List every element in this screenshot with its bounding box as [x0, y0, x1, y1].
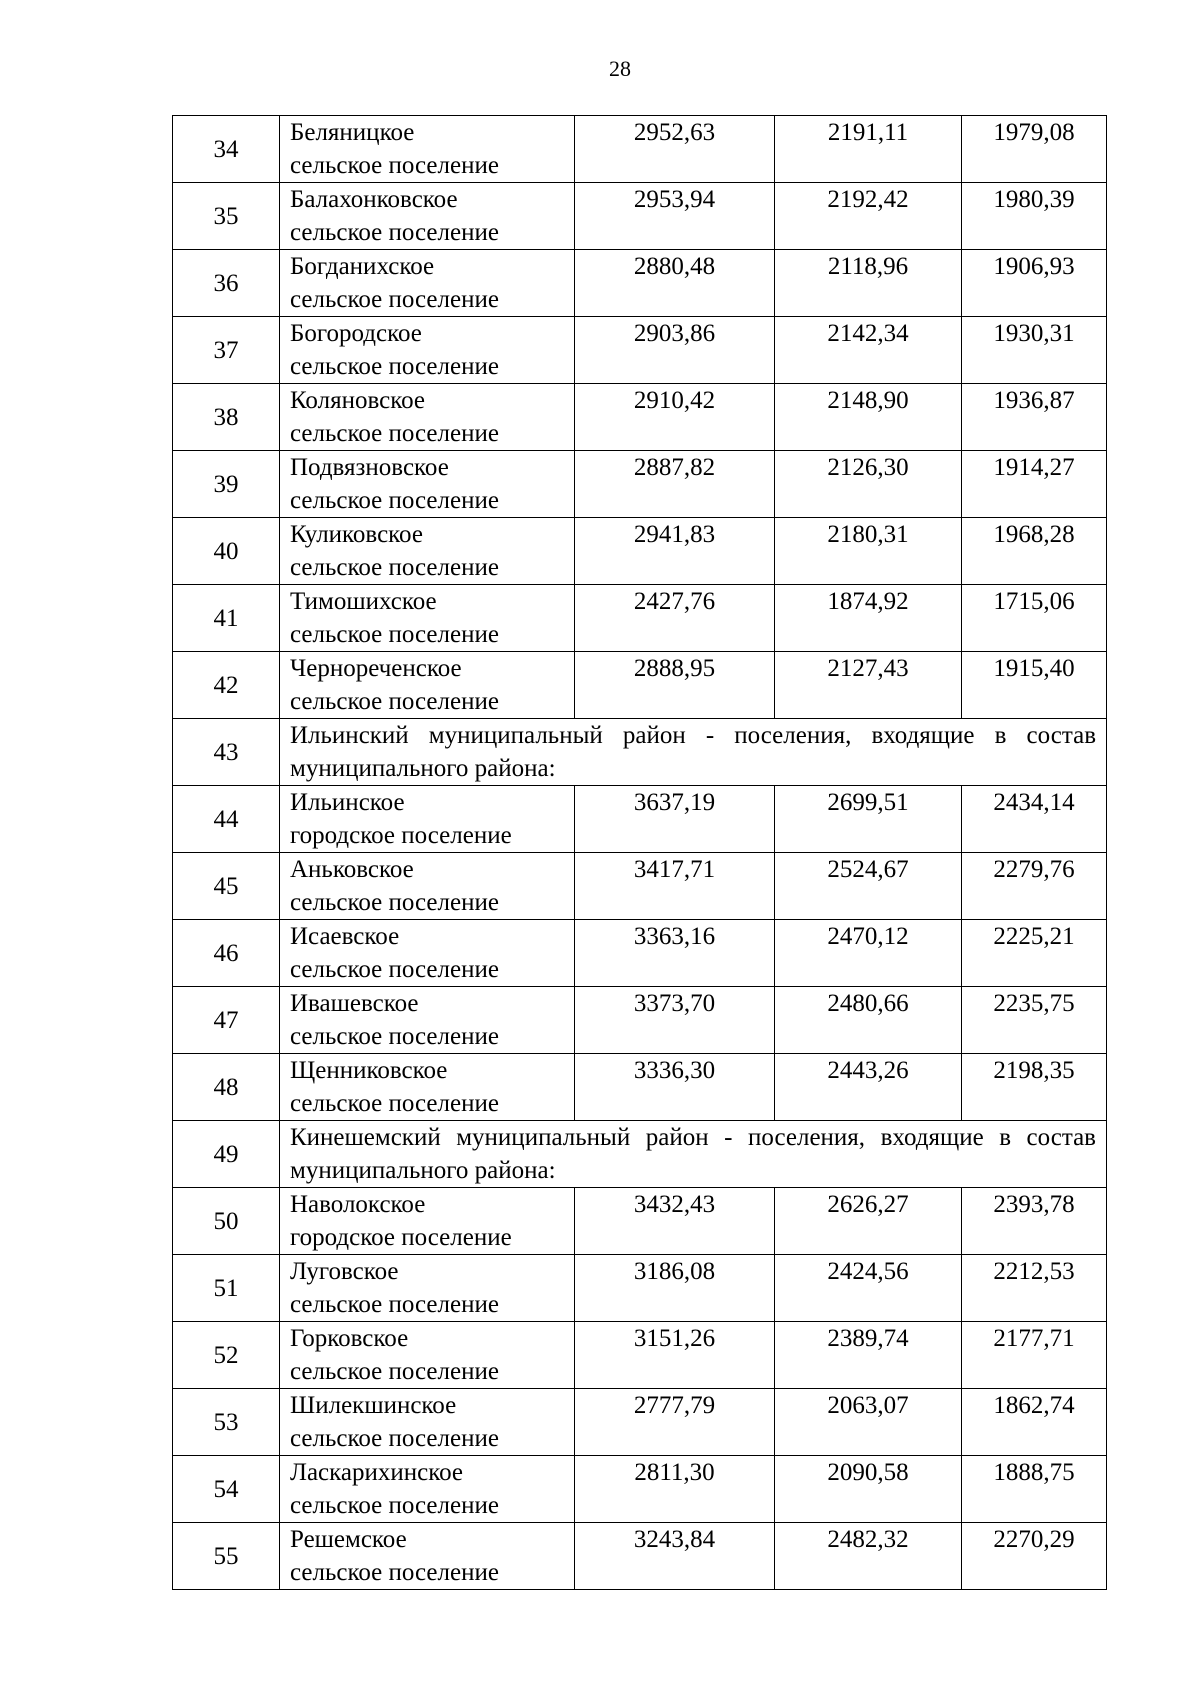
settlement-name-line: Луговское — [290, 1258, 399, 1285]
table-row — [173, 920, 1107, 987]
settlement-name-line: Коляновское — [290, 387, 425, 414]
settlement-type-line: сельское поселение — [290, 621, 499, 648]
row-number: 45 — [173, 853, 280, 920]
value-cell-1: 2888,95 — [575, 652, 775, 719]
row-number: 36 — [173, 250, 280, 317]
value-cell-3: 1862,74 — [962, 1389, 1107, 1456]
settlement-type-line: сельское поселение — [290, 1559, 499, 1586]
value-cell-1: 3151,26 — [575, 1322, 775, 1389]
settlement-type-line: городское поселение — [290, 1224, 512, 1251]
settlement-type-line: сельское поселение — [290, 286, 499, 313]
settlement-name — [280, 1523, 575, 1590]
settlement-name — [280, 652, 575, 719]
settlement-type-line: сельское поселение — [290, 152, 499, 179]
value-cell-2: 2118,96 — [775, 250, 962, 317]
value-cell-1: 2880,48 — [575, 250, 775, 317]
value-cell-1: 2811,30 — [575, 1456, 775, 1523]
table-row — [173, 451, 1107, 518]
value-cell-1: 3363,16 — [575, 920, 775, 987]
value-cell-2: 2389,74 — [775, 1322, 962, 1389]
settlement-type-line: сельское поселение — [290, 353, 499, 380]
settlement-type-line: сельское поселение — [290, 1358, 499, 1385]
value-cell-1: 3417,71 — [575, 853, 775, 920]
value-cell-3: 1915,40 — [962, 652, 1107, 719]
table-row — [173, 518, 1107, 585]
value-cell-2: 2626,27 — [775, 1188, 962, 1255]
row-number: 48 — [173, 1054, 280, 1121]
settlement-name-line: Ильинское — [290, 789, 405, 816]
settlement-name — [280, 1054, 575, 1121]
value-cell-2: 2443,26 — [775, 1054, 962, 1121]
value-cell-1: 2887,82 — [575, 451, 775, 518]
row-number: 49 — [173, 1121, 280, 1188]
settlement-name-line: Решемское — [290, 1526, 407, 1553]
value-cell-1: 2941,83 — [575, 518, 775, 585]
table-row — [173, 987, 1107, 1054]
settlement-name — [280, 116, 575, 183]
value-cell-2: 2192,42 — [775, 183, 962, 250]
row-number: 39 — [173, 451, 280, 518]
value-cell-2: 2191,11 — [775, 116, 962, 183]
value-cell-1: 3373,70 — [575, 987, 775, 1054]
table-row — [173, 116, 1107, 183]
settlement-name — [280, 1188, 575, 1255]
settlement-name-line: Ивашевское — [290, 990, 419, 1017]
settlement-type-line: сельское поселение — [290, 1492, 499, 1519]
table-row — [173, 1054, 1107, 1121]
value-cell-2: 2470,12 — [775, 920, 962, 987]
settlement-name — [280, 384, 575, 451]
settlement-name — [280, 183, 575, 250]
value-cell-3: 1968,28 — [962, 518, 1107, 585]
value-cell-1: 2427,76 — [575, 585, 775, 652]
value-cell-2: 2480,66 — [775, 987, 962, 1054]
row-number: 44 — [173, 786, 280, 853]
table-body — [173, 116, 1107, 1590]
value-cell-2: 1874,92 — [775, 585, 962, 652]
value-cell-2: 2142,34 — [775, 317, 962, 384]
value-cell-1: 2777,79 — [575, 1389, 775, 1456]
settlement-name — [280, 853, 575, 920]
settlement-name — [280, 1389, 575, 1456]
value-cell-2: 2699,51 — [775, 786, 962, 853]
section-heading — [280, 719, 1107, 786]
value-cell-1: 2910,42 — [575, 384, 775, 451]
row-number: 46 — [173, 920, 280, 987]
settlement-name-line: Богданихское — [290, 253, 435, 280]
settlement-name-line: Куликовское — [290, 521, 423, 548]
row-number: 54 — [173, 1456, 280, 1523]
table-row — [173, 183, 1107, 250]
table-row — [173, 1188, 1107, 1255]
settlement-name — [280, 1456, 575, 1523]
table-row — [173, 1255, 1107, 1322]
settlement-name-line: Беляницкое — [290, 119, 415, 146]
value-cell-2: 2180,31 — [775, 518, 962, 585]
settlement-name — [280, 987, 575, 1054]
row-number: 35 — [173, 183, 280, 250]
settlement-name-line: Исаевское — [290, 923, 400, 950]
table-row — [173, 853, 1107, 920]
settlement-type-line: сельское поселение — [290, 1291, 499, 1318]
settlements-table — [172, 115, 1107, 1590]
settlement-name — [280, 518, 575, 585]
value-cell-2: 2126,30 — [775, 451, 962, 518]
settlement-name-line: Тимошихское — [290, 588, 437, 615]
row-number: 50 — [173, 1188, 280, 1255]
value-cell-1: 3243,84 — [575, 1523, 775, 1590]
settlement-type-line: сельское поселение — [290, 554, 499, 581]
settlement-type-line: сельское поселение — [290, 1090, 499, 1117]
settlement-name — [280, 920, 575, 987]
table-row — [173, 1456, 1107, 1523]
value-cell-3: 1888,75 — [962, 1456, 1107, 1523]
settlement-name-line: Балахонковское — [290, 186, 458, 213]
settlement-name-line: Ласкарихинское — [290, 1459, 464, 1486]
table-row — [173, 250, 1107, 317]
value-cell-2: 2090,58 — [775, 1456, 962, 1523]
value-cell-2: 2148,90 — [775, 384, 962, 451]
value-cell-1: 2952,63 — [575, 116, 775, 183]
row-number: 55 — [173, 1523, 280, 1590]
value-cell-3: 2212,53 — [962, 1255, 1107, 1322]
settlement-type-line: сельское поселение — [290, 487, 499, 514]
section-row — [173, 1121, 1107, 1188]
value-cell-3: 2235,75 — [962, 987, 1107, 1054]
value-cell-1: 2953,94 — [575, 183, 775, 250]
section-heading — [280, 1121, 1107, 1188]
table-row — [173, 652, 1107, 719]
value-cell-1: 2903,86 — [575, 317, 775, 384]
value-cell-3: 2270,29 — [962, 1523, 1107, 1590]
settlement-name — [280, 451, 575, 518]
settlement-name-line: Аньковское — [290, 856, 414, 883]
value-cell-2: 2063,07 — [775, 1389, 962, 1456]
value-cell-3: 2393,78 — [962, 1188, 1107, 1255]
row-number: 51 — [173, 1255, 280, 1322]
value-cell-3: 1980,39 — [962, 183, 1107, 250]
table-row — [173, 317, 1107, 384]
value-cell-3: 1930,31 — [962, 317, 1107, 384]
section-row — [173, 719, 1107, 786]
settlement-type-line: сельское поселение — [290, 889, 499, 916]
value-cell-2: 2482,32 — [775, 1523, 962, 1590]
row-number: 41 — [173, 585, 280, 652]
table-row — [173, 585, 1107, 652]
row-number: 34 — [173, 116, 280, 183]
settlement-name-line: Наволокское — [290, 1191, 426, 1218]
value-cell-1: 3432,43 — [575, 1188, 775, 1255]
settlement-name — [280, 585, 575, 652]
section-heading-text: Ильинский муниципальный район - поселения, входящие в состав муниципального района: — [290, 722, 1096, 782]
value-cell-3: 2198,35 — [962, 1054, 1107, 1121]
value-cell-3: 1979,08 — [962, 116, 1107, 183]
section-heading-text: Кинешемский муниципальный район - поселения, входящие в состав муниципального района: — [290, 1124, 1096, 1184]
row-number: 47 — [173, 987, 280, 1054]
settlement-type-line: сельское поселение — [290, 1425, 499, 1452]
value-cell-2: 2424,56 — [775, 1255, 962, 1322]
value-cell-2: 2127,43 — [775, 652, 962, 719]
value-cell-3: 1914,27 — [962, 451, 1107, 518]
value-cell-3: 2177,71 — [962, 1322, 1107, 1389]
table-row — [173, 384, 1107, 451]
value-cell-3: 1715,06 — [962, 585, 1107, 652]
table-row — [173, 786, 1107, 853]
settlement-type-line: городское поселение — [290, 822, 512, 849]
row-number: 52 — [173, 1322, 280, 1389]
settlement-name — [280, 786, 575, 853]
settlement-type-line: сельское поселение — [290, 219, 499, 246]
row-number: 38 — [173, 384, 280, 451]
settlement-name — [280, 250, 575, 317]
value-cell-3: 1906,93 — [962, 250, 1107, 317]
settlement-type-line: сельское поселение — [290, 688, 499, 715]
settlement-name — [280, 1322, 575, 1389]
value-cell-3: 2225,21 — [962, 920, 1107, 987]
value-cell-1: 3186,08 — [575, 1255, 775, 1322]
table-row — [173, 1389, 1107, 1456]
value-cell-3: 2434,14 — [962, 786, 1107, 853]
settlement-name-line: Щенниковское — [290, 1057, 448, 1084]
row-number: 40 — [173, 518, 280, 585]
settlement-name — [280, 1255, 575, 1322]
row-number: 42 — [173, 652, 280, 719]
value-cell-3: 2279,76 — [962, 853, 1107, 920]
settlement-name-line: Чернореченское — [290, 655, 462, 682]
value-cell-3: 1936,87 — [962, 384, 1107, 451]
table-row — [173, 1322, 1107, 1389]
settlement-name-line: Подвязновское — [290, 454, 449, 481]
settlement-name-line: Шилекшинское — [290, 1392, 457, 1419]
settlement-type-line: сельское поселение — [290, 956, 499, 983]
settlement-type-line: сельское поселение — [290, 1023, 499, 1050]
settlement-name-line: Горковское — [290, 1325, 409, 1352]
value-cell-2: 2524,67 — [775, 853, 962, 920]
row-number: 43 — [173, 719, 280, 786]
value-cell-1: 3336,30 — [575, 1054, 775, 1121]
settlement-name — [280, 317, 575, 384]
page-number: 28 — [609, 56, 631, 81]
settlement-type-line: сельское поселение — [290, 420, 499, 447]
settlement-name-line: Богородское — [290, 320, 422, 347]
row-number: 53 — [173, 1389, 280, 1456]
value-cell-1: 3637,19 — [575, 786, 775, 853]
table-row — [173, 1523, 1107, 1590]
row-number: 37 — [173, 317, 280, 384]
